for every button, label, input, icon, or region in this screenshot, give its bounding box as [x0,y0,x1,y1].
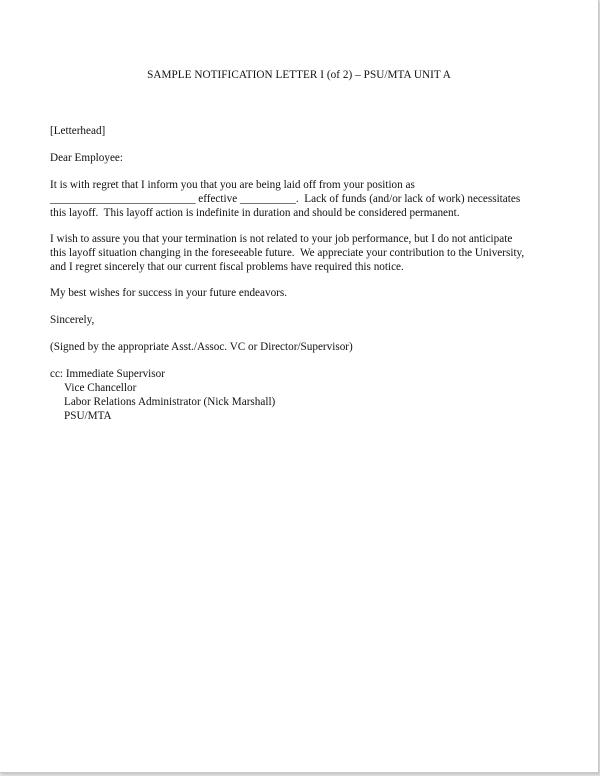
letterhead-placeholder [50,124,560,138]
signature-note-text: (Signed by the appropriate Asst./Assoc. VC or Director/Supervisor) [50,341,353,353]
cc-label: cc: Immediate Supervisor [50,368,165,380]
paragraph-1-line: It is with regret that I inform you that you are being laid off from your position as [50,179,415,191]
salutation-text: Dear Employee: [50,152,123,164]
cc-item: Vice Chancellor [64,382,137,394]
closing-text: Sincerely, [50,314,95,326]
closing [50,313,560,327]
paragraph-2-line: I wish to assure you that your termination is not related to your job performance, but I do not anticipate [50,233,513,245]
paragraph-1-line: __________________________ effective __________. Lack of funds (and/or lack of work) necessitates [50,193,521,205]
paragraph-2 [50,232,560,274]
paragraph-1-line: this layoff. This layoff action is indefinite in duration and should be considered permanent. [50,207,460,219]
cc-item: Labor Relations Administrator (Nick Marshall) [64,396,276,408]
paragraph-2-line: this layoff situation changing in the foreseeable future. We appreciate your contribution to the University, [50,247,525,259]
cc-item: PSU/MTA [64,410,112,422]
letterhead-text: [Letterhead] [50,125,106,137]
document-title: SAMPLE NOTIFICATION LETTER I (of 2) – PSU/MTA UNIT A [147,69,451,81]
paragraph-1 [50,178,560,220]
paragraph-3 [50,286,560,300]
paragraph-2-line: and I regret sincerely that our current fiscal problems have required this notice. [50,261,404,273]
salutation [50,151,560,165]
paragraph-3-text: My best wishes for success in your future endeavors. [50,287,288,299]
cc-list [50,367,560,423]
signature-note [50,340,560,354]
